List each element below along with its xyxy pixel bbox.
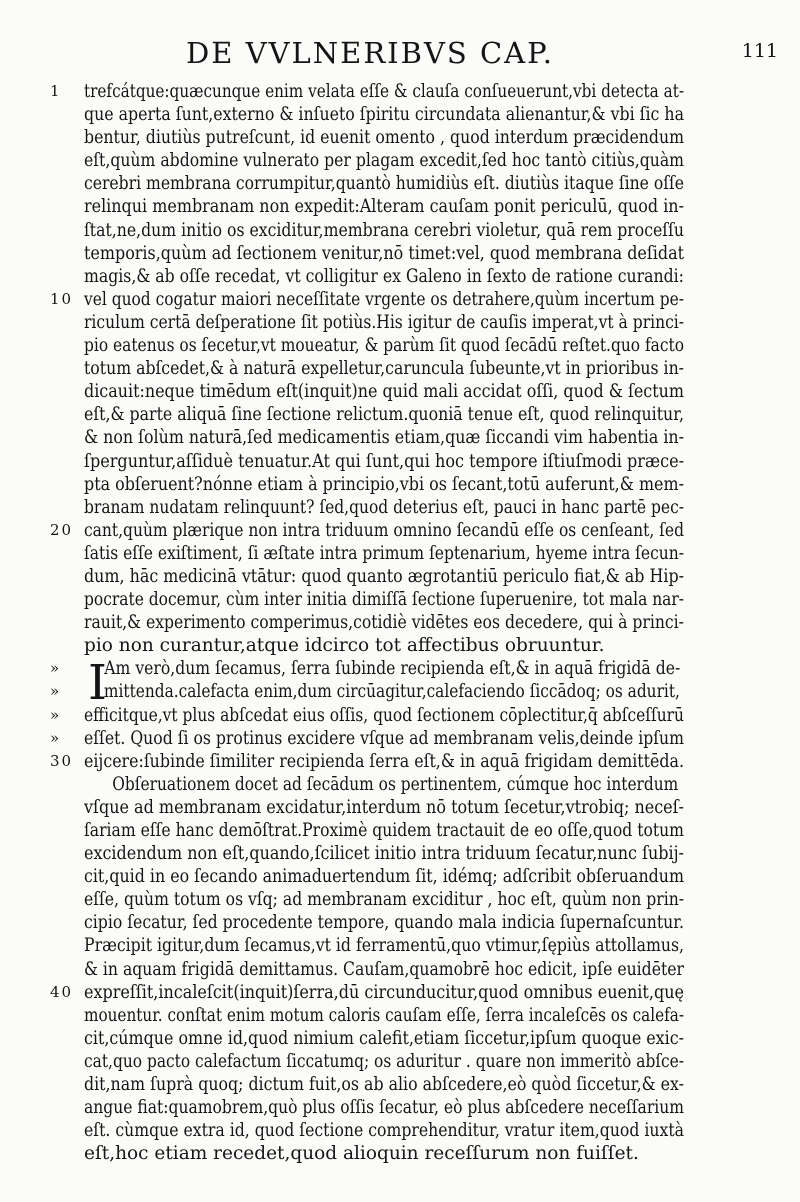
line-text: trefcátque:quæcunque enim velata eſſe & clauſa conſueuerunt,vbi detecta at- <box>84 81 684 102</box>
text-line <box>50 680 684 703</box>
text-line <box>84 934 684 957</box>
line-text: eſt,& parte aliquā ſine ſectione relictum.quoniā tenue eſt, quod relinquitur, <box>84 404 685 426</box>
text-line <box>84 473 684 496</box>
text-line <box>84 611 684 634</box>
text-line <box>84 1119 684 1142</box>
line-text: cerebri membrana corrumpitur,quantò humidiùs eſt. diutiùs itaque ſine oſſe <box>84 173 684 195</box>
line-text: eſt,quùm abdomine vulnerato per plagam excedit,ſed hoc tantò citiùs,quàm <box>84 150 685 172</box>
text-line <box>50 704 684 727</box>
text-line <box>84 796 684 819</box>
text-line <box>84 426 684 449</box>
line-text: pio non curantur,atque idcirco tot affectibus obruuntur. <box>84 635 605 657</box>
text-line <box>84 334 684 357</box>
line-text: vſque ad membranam excidatur,interdum nō totum ſecetur,vtrobiq; neceſ- <box>84 796 684 818</box>
text-line <box>84 1004 684 1027</box>
line-text: ſperguntur,aſſiduè tenuatur.At qui ſunt,qui hoc tempore iſtiuſmodi præce- <box>84 450 685 472</box>
text-line <box>84 542 684 565</box>
margin-marker: 40 <box>50 982 74 1001</box>
text-line <box>84 565 684 588</box>
line-text: eſt. cùmque extra id, quod ſectione comprehenditur, vratur item,quod iuxtà <box>84 1120 684 1142</box>
margin-marker: 10 <box>50 289 74 308</box>
text-line <box>50 727 684 750</box>
line-text: cant,quùm plærique non intra triduum omnino ſecandū eſſe os cenſeant, ſed <box>84 519 685 541</box>
line-text: cit,quid in eo ſecando animaduertendum ſit, idémq; adſcribit obſeruandum <box>84 866 685 888</box>
text-line <box>84 1027 684 1050</box>
line-text: relinqui membranam non expedit:Alteram cauſam ponit periculū, quod in- <box>84 196 684 218</box>
page-number: 111 <box>741 40 778 62</box>
line-text: mouentur. conſtat enim motum caloris cauſam eſſe, ſerra incaleſcēs os calefa- <box>84 1004 685 1026</box>
text-line <box>84 311 684 334</box>
line-text: pta obſeruent?nónne etiam à principio,vbi os ſecant,totū auferunt,& mem- <box>84 473 684 495</box>
text-line <box>84 195 684 218</box>
text-line <box>84 219 684 242</box>
text-line <box>84 634 684 657</box>
line-text: riculum certā deſperatione ſit potiùs.His igitur de cauſis imperat,vt à princi- <box>84 311 685 333</box>
text-line <box>84 103 684 126</box>
text-line <box>84 911 684 934</box>
line-text: & in aquam frigidā demittamus. Cauſam,quamobrē hoc edicit, ipſe euidēter <box>84 958 684 980</box>
line-text: eſſet. Quod ſi os protinus excidere vſque ad membranam velis,deinde ipſum <box>84 727 684 749</box>
text-line <box>50 750 684 773</box>
text-line <box>84 450 684 473</box>
line-text: que aperta ſunt,externo & inſueto ſpiritu circundata alienantur,& vbi ſic ha <box>84 104 684 126</box>
text-line <box>84 357 684 380</box>
text-line <box>84 588 684 611</box>
text-line <box>84 126 684 149</box>
text-block <box>50 80 685 1165</box>
text-line <box>84 958 684 981</box>
line-text: rauit,& experimento comperimus,cotidiè vidētes eos decedere, qui à princi- <box>84 612 684 634</box>
margin-marker: 20 <box>50 520 74 539</box>
line-text: magis,& ab oſſe recedat, vt colligitur ex Galeno in ſexto de ratione curandi: <box>84 265 684 287</box>
text-line <box>84 1050 684 1073</box>
line-text: cipio ſecatur, ſed procedente tempore, quando mala indicia ſupernaſcuntur. <box>84 912 685 934</box>
line-text: & non ſolùm naturā,ſed medicamentis etiam,quæ ſiccandi vim habentia in- <box>84 427 684 449</box>
line-text: vel quod cogatur maiori neceſſitate vrgente os detrahere,quùm incertum pe- <box>84 288 685 310</box>
line-text: ſtat,ne,dum initio os exciditur,membrana cerebri violetur, quā rem proceſſu <box>84 219 685 241</box>
running-head: DE VVLNERIBVS CAP. <box>186 36 554 70</box>
text-line <box>84 819 684 842</box>
text-line <box>84 172 684 195</box>
text-line <box>50 288 685 311</box>
line-text: cat,quo pacto calefactum ſiccatumq; os aduritur . quare non immeritò abſce- <box>84 1050 685 1072</box>
text-line <box>84 1073 684 1096</box>
line-text: angue fiat:quamobrem,quò plus oſſis ſecatur, eò plus abſcedere neceſſarium <box>84 1097 685 1119</box>
line-text: Obſeruationem docet ad ſecādum os pertinentem, cúmque hoc interdum <box>112 773 679 795</box>
line-text: excidendum non eſt,quando,ſcilicet initio intra triduum ſecatur,nunc ſubij- <box>84 843 684 865</box>
line-text: branam nudatam relinquunt? ſed,quod deterius eſt, pauci in hanc partē pec- <box>84 496 685 518</box>
line-text: dum, hāc medicinā vtātur: quod quanto ægrotantiū periculo fiat,& ab Hip- <box>84 565 685 587</box>
line-text: efficitque,vt plus abſcedat eius oſſis, quod ſectionem cōplectitur,q̄ abſceſſurū <box>84 704 684 726</box>
text-line <box>84 496 684 519</box>
text-line <box>84 888 684 911</box>
line-text: dicauit:neque timēdum eſt(inquit)ne quid mali accidat oſſi, quod & ſectum <box>84 381 685 403</box>
margin-marker: 30 <box>50 751 74 770</box>
line-text: ſatis eſſe exiſtiment, ſi æſtate intra primum ſeptenarium, hyeme intra ſecun- <box>84 542 685 564</box>
text-line <box>84 242 684 265</box>
text-line <box>84 865 684 888</box>
text-line <box>84 149 684 172</box>
text-line <box>84 773 684 796</box>
margin-marker: » <box>50 659 62 678</box>
text-line <box>84 1096 684 1119</box>
line-text: eſſe, quùm totum os vſq; ad membranam exciditur , hoc eſt, quùm non prin- <box>84 889 685 911</box>
margin-marker: » <box>50 705 62 724</box>
margin-marker: » <box>50 682 62 701</box>
line-text: eijcere:ſubinde ſimiliter recipienda ſerra eſt,& in aquā frigidam demittēda. <box>84 750 684 772</box>
text-line <box>84 265 684 288</box>
line-text: pocrate docemur, cùm inter initia dimiſſā ſectione ſuperuenire, tot mala nar- <box>84 589 685 611</box>
line-text: totum abſcedet,& à naturā expelletur,caruncula ſubeunte,vt in prioribus in- <box>84 358 684 380</box>
line-text: mittenda.calefacta enim,dum circūagitur,calefaciendo ſiccādoq; os adurit, <box>103 681 680 703</box>
text-line <box>50 80 684 103</box>
text-line <box>84 1142 684 1165</box>
line-text: temporis,quùm ad ſectionem venitur,nō timet:vel, quod membrana deſidat <box>84 242 685 264</box>
text-line <box>84 403 684 426</box>
line-text: Am verò,dum ſecamus, ſerra ſubinde recipienda eſt,& in aquā frigidā de- <box>104 658 681 680</box>
text-line <box>50 519 685 542</box>
drop-cap: I <box>88 655 107 712</box>
margin-marker: » <box>50 728 62 747</box>
text-line <box>84 842 684 865</box>
line-text: cit,cúmque omne id,quod nimium calefit,etiam ſiccetur,ipſum quoque exic- <box>84 1027 684 1049</box>
line-text: bentur, diutiùs putreſcunt, id euenit omento , quod interdum præcidendum <box>84 127 685 149</box>
line-text: eſt,hoc etiam recedet,quod alioquin receſſurum non fuiſſet. <box>84 1143 639 1165</box>
line-text: expreſſit,incaleſcit(inquit)ſerra,dū circunducitur,quod omnibus euenit,quę <box>84 981 684 1003</box>
margin-marker: 1 <box>50 82 62 100</box>
line-text: pio eatenus os ſecetur,vt moueatur, & parùm ſit quod ſecādū reſtet.quo facto <box>84 335 685 357</box>
text-line <box>50 981 684 1004</box>
line-text: dit,nam ſuprà quoq; dictum fuit,os ab alio abſcedere,eò quòd ſiccetur,& ex- <box>84 1074 685 1096</box>
line-text: ſariam eſſe hanc demōſtrat.Proximè quidem tractauit de eo oſſe,quod totum <box>84 820 684 841</box>
line-text: Præcipit igitur,dum ſecamus,vt id ferramentū,quo vtimur,ſępiùs attollamus, <box>84 935 685 957</box>
text-line <box>84 380 684 403</box>
